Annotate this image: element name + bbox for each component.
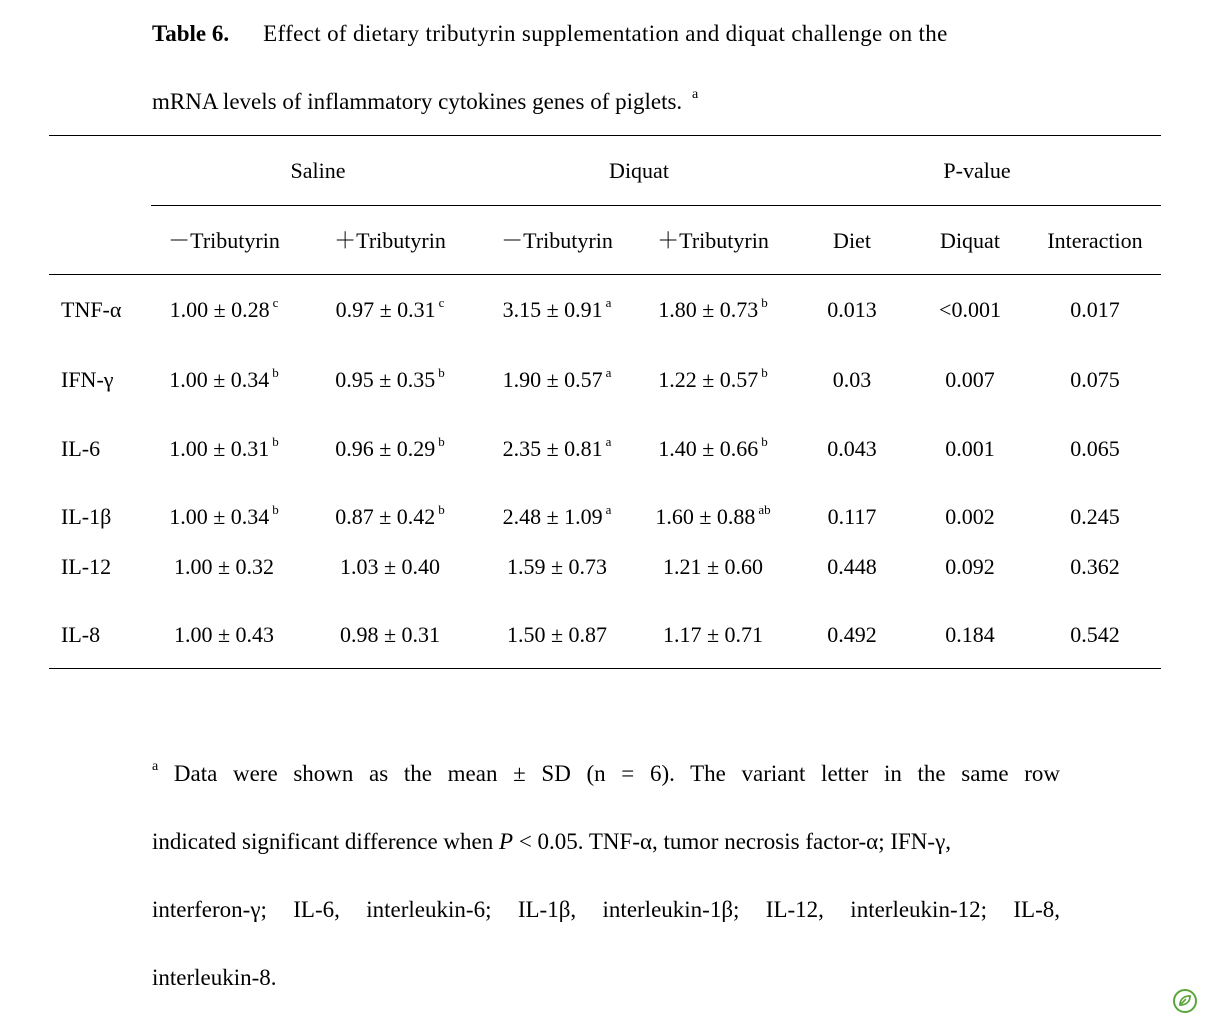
table-cell [502,434,612,461]
cell-value: 0.448 [827,554,877,579]
table-cell [335,502,445,529]
cell-value: 0.092 [945,554,995,579]
subheader-diquat-plus-tributyrin: ＋Tributyrin [657,228,769,253]
cell-value: 0.017 [1070,297,1120,322]
cell-value: 0.95 ± 0.35 [335,367,436,392]
table-cell [169,295,279,322]
table-cell [658,434,768,461]
table-cell [340,624,440,646]
table-cell [1070,299,1120,321]
table-cell [945,438,995,460]
cell-value: 0.03 [832,367,872,392]
table-cell [174,624,274,646]
significance-letter: a [605,434,612,449]
table-cell [655,502,771,529]
gene-label: IFN-γ [61,367,114,392]
caption-footnote-marker: a [691,87,699,102]
table-cell [169,365,279,392]
significance-letter: c [438,295,445,310]
table-cell [1070,624,1120,646]
table-cell [939,299,1001,321]
cell-value: 1.17 ± 0.71 [662,622,764,647]
cell-value: 0.001 [945,436,995,461]
table-cell [833,369,872,391]
table-bottom-rule [49,668,1161,669]
table-cell [658,365,768,392]
cell-value: 1.00 ± 0.34 [169,367,270,392]
cell-value: 2.35 ± 0.81 [502,436,603,461]
table-cell [502,502,612,529]
cell-value: 1.00 ± 0.31 [169,436,270,461]
significance-letter: a [605,365,612,380]
group-header-saline: Saline [290,158,346,183]
cell-value: 1.21 ± 0.60 [662,554,764,579]
footnote-line-3: interferon-γ; IL-6, interleukin-6; IL-1β, interleukin-1β; IL-12, interleukin-12; IL-8, [152,897,1060,922]
table-cell [169,434,279,461]
cell-value: 0.117 [827,504,877,529]
table-top-rule [49,135,1161,136]
cell-value: 0.013 [827,297,877,322]
table-cell [1070,556,1120,578]
gene-label: IL-1β [61,504,112,529]
table-cell [169,502,279,529]
cell-value: 1.40 ± 0.66 [658,436,759,461]
cell-value: 0.98 ± 0.31 [339,622,441,647]
cell-value: 0.075 [1070,367,1120,392]
table-cell [1070,369,1120,391]
group-header-diquat: Diquat [609,158,669,183]
table-cell [945,624,995,646]
cell-value: 1.50 ± 0.87 [506,622,608,647]
footnote-line-1: $^a$ Data were shown as the mean ± SD (n = 6). The variant letter in the same row [152,759,1060,786]
table-header-rule [49,274,1161,275]
subheader-saline-plus-tributyrin: ＋Tributyrin [334,228,446,253]
cell-value: 1.00 ± 0.43 [173,622,275,647]
table-cell [945,369,995,391]
cell-value: 1.90 ± 0.57 [502,367,603,392]
cell-value: 1.59 ± 0.73 [506,554,608,579]
group-header-p-value: P-value [943,158,1011,183]
table-cell [335,365,445,392]
table-cell [945,556,995,578]
cell-value: 0.96 ± 0.29 [335,436,436,461]
significance-letter: a [605,295,612,310]
table-cell [174,556,274,578]
cell-value: 0.492 [827,622,877,647]
significance-letter: a [605,502,612,517]
gene-label: TNF-α [61,297,122,322]
cell-value: 0.97 ± 0.31 [335,297,436,322]
cell-value: 0.542 [1070,622,1120,647]
table-cell [502,365,612,392]
significance-letter: b [272,502,279,517]
cell-value: 1.80 ± 0.73 [658,297,759,322]
significance-letter: b [761,434,768,449]
table-caption-line-2 [152,87,699,114]
gene-label: IL-8 [61,622,101,647]
significance-letter: b [438,502,445,517]
cell-value: 0.87 ± 0.42 [335,504,436,529]
significance-letter: b [761,295,768,310]
cell-value: <0.001 [939,297,1001,322]
cell-value: 0.043 [827,436,877,461]
cell-value: 0.184 [945,622,995,647]
subheader-diquat-minus-tributyrin: －Tributyrin [501,228,613,253]
table-cell [827,624,877,646]
table-cell [827,299,877,321]
table-cell [827,438,877,460]
subheader-saline-minus-tributyrin: －Tributyrin [168,228,280,253]
table-cell [945,506,995,528]
subheader-diquat-p: Diquat [940,228,1000,253]
cell-value: 1.22 ± 0.57 [658,367,759,392]
table-cell [335,434,445,461]
table-cell [1070,506,1120,528]
cell-value: 0.007 [945,367,995,392]
table-cell [335,295,445,322]
caption-title-line-2: mRNA levels of inflammatory cytokines genes of piglets. [152,89,683,114]
table-group-rule [151,205,1161,206]
cell-value: 0.362 [1070,554,1120,579]
significance-letter: c [272,295,279,310]
significance-letter: b [438,434,445,449]
table-cell [502,295,612,322]
table-cell [663,624,763,646]
cell-value: 1.00 ± 0.28 [169,297,270,322]
cell-value: 1.03 ± 0.40 [339,554,441,579]
footnote-marker: a [152,759,159,774]
significance-letter: b [272,434,279,449]
table-cell [1070,438,1120,460]
footnote-line-4: interleukin-8. [152,965,277,990]
table-cell [507,624,607,646]
cell-value: 3.15 ± 0.91 [502,297,603,322]
significance-letter: b [761,365,768,380]
table-label: Table 6. [152,21,230,46]
cell-value: 1.00 ± 0.32 [173,554,275,579]
table-cell [507,556,607,578]
leaf-logo-icon [1172,988,1198,1014]
table-cell [828,506,877,528]
cell-value: 1.00 ± 0.34 [169,504,270,529]
subheader-interaction: Interaction [1047,228,1143,253]
table-cell [663,556,763,578]
significance-letter: b [272,365,279,380]
table-caption-line-1 [152,22,948,45]
caption-title-line-1: Effect of dietary tributyrin supplementation and diquat challenge on the [263,21,948,46]
table-cell [658,295,768,322]
cell-value: 2.48 ± 1.09 [502,504,603,529]
table-cell [340,556,440,578]
subheader-diet: Diet [833,228,871,253]
cell-value: 0.065 [1070,436,1120,461]
cell-value: 0.002 [945,504,995,529]
cell-value: 0.245 [1070,504,1120,529]
gene-label: IL-6 [61,436,101,461]
significance-letter: ab [758,502,771,517]
gene-label: IL-12 [61,554,112,579]
cell-value: 1.60 ± 0.88 [655,504,756,529]
significance-letter: b [438,365,445,380]
table-cell [827,556,877,578]
footnote-line-2: indicated significant difference when P < 0.05. TNF-α, tumor necrosis factor-α; IFN-γ, [152,829,951,854]
